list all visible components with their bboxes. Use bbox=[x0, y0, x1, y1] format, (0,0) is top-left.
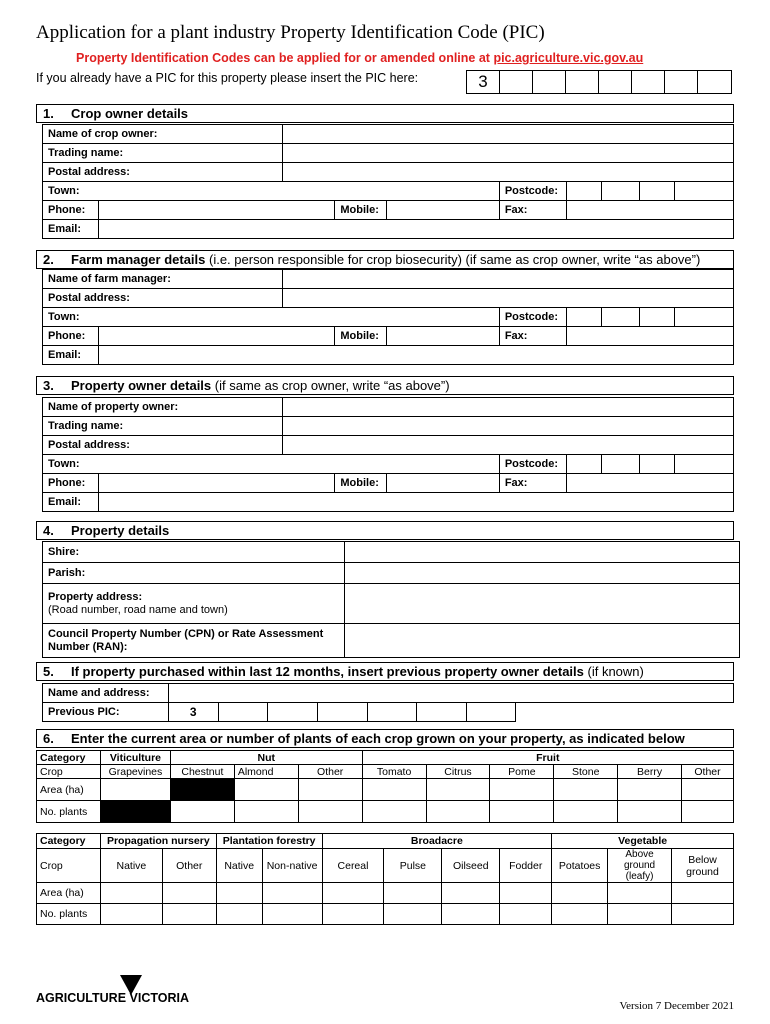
cpn-field[interactable] bbox=[344, 624, 739, 658]
plants-label: No. plants bbox=[37, 904, 101, 925]
name-address-field[interactable] bbox=[168, 684, 733, 703]
previous-pic-digit[interactable] bbox=[367, 703, 417, 722]
phone-field[interactable] bbox=[99, 474, 335, 493]
email-label: Email: bbox=[43, 220, 99, 239]
plants-cell[interactable] bbox=[234, 801, 298, 823]
plants-cell[interactable] bbox=[162, 904, 216, 925]
category-nut: Nut bbox=[170, 751, 362, 765]
phone-label: Phone: bbox=[43, 327, 99, 346]
area-cell[interactable] bbox=[100, 779, 170, 801]
name-address-label: Name and address: bbox=[43, 684, 169, 703]
plants-cell[interactable] bbox=[608, 904, 672, 925]
phone-label: Phone: bbox=[43, 201, 99, 220]
postcode-label: Postcode: bbox=[499, 182, 566, 201]
section-title: Property owner details bbox=[71, 378, 212, 393]
crop-chestnut: Chestnut bbox=[170, 765, 234, 779]
category-fruit: Fruit bbox=[362, 751, 733, 765]
area-cell[interactable] bbox=[672, 883, 734, 904]
crop-cereal: Cereal bbox=[322, 849, 384, 883]
crop-fodder: Fodder bbox=[500, 849, 552, 883]
above-ground-line: (leafy) bbox=[625, 871, 654, 882]
previous-pic-label: Previous PIC: bbox=[43, 703, 169, 722]
email-field[interactable] bbox=[99, 493, 734, 512]
fax-field[interactable] bbox=[566, 474, 733, 493]
crop-pulse: Pulse bbox=[384, 849, 442, 883]
section-number: 3. bbox=[43, 378, 54, 393]
phone-field[interactable] bbox=[99, 201, 335, 220]
plants-cell[interactable] bbox=[672, 904, 734, 925]
crop-almond: Almond bbox=[234, 765, 298, 779]
phone-label: Phone: bbox=[43, 474, 99, 493]
mobile-field[interactable] bbox=[387, 327, 500, 346]
svg-text:AGRICULTURE VICTORIA: AGRICULTURE VICTORIA bbox=[36, 991, 190, 1005]
crop-label: Crop bbox=[37, 765, 101, 779]
phone-field[interactable] bbox=[99, 327, 335, 346]
email-label: Email: bbox=[43, 346, 99, 365]
pic-digit-box[interactable] bbox=[665, 71, 698, 93]
area-cell[interactable] bbox=[426, 779, 490, 801]
parish-field[interactable] bbox=[344, 563, 739, 584]
town-label: Town: bbox=[43, 308, 500, 327]
area-cell[interactable] bbox=[162, 883, 216, 904]
farm-manager-name-field[interactable] bbox=[283, 270, 734, 289]
postal-address-field[interactable] bbox=[283, 436, 734, 455]
postal-address-label: Postal address: bbox=[43, 163, 283, 182]
property-owner-name-field[interactable] bbox=[283, 398, 734, 417]
crop-above-ground bbox=[608, 849, 672, 883]
mobile-field[interactable] bbox=[387, 201, 500, 220]
previous-pic-digit[interactable] bbox=[417, 703, 467, 722]
postcode-digit[interactable] bbox=[639, 308, 675, 327]
fax-label: Fax: bbox=[499, 474, 566, 493]
category-label: Category bbox=[37, 751, 101, 765]
section-number: 1. bbox=[43, 106, 54, 121]
section-title: Enter the current area or number of plants of each crop grown on your property, as indicated below bbox=[71, 731, 685, 746]
section-number: 2. bbox=[43, 252, 54, 267]
category-plantation-forestry: Plantation forestry bbox=[216, 834, 322, 849]
crop-owner-name-field[interactable] bbox=[283, 125, 734, 144]
email-label: Email: bbox=[43, 493, 99, 512]
fax-label: Fax: bbox=[499, 327, 566, 346]
blocked-cell bbox=[100, 801, 170, 823]
crop-forestry-native: Native bbox=[216, 849, 262, 883]
plants-cell[interactable] bbox=[552, 904, 608, 925]
blocked-cell bbox=[170, 779, 234, 801]
area-cell[interactable] bbox=[234, 779, 298, 801]
shire-label: Shire: bbox=[43, 542, 345, 563]
crop-grapevines: Grapevines bbox=[100, 765, 170, 779]
section-title: If property purchased within last 12 months, insert previous property owner details bbox=[71, 664, 584, 679]
area-cell[interactable] bbox=[490, 779, 554, 801]
crop-table-1 bbox=[36, 750, 734, 823]
section-note: (if same as crop owner, write “as above”) bbox=[211, 378, 450, 393]
plants-cell[interactable] bbox=[682, 801, 734, 823]
postcode-digit[interactable] bbox=[639, 182, 675, 201]
plants-cell[interactable] bbox=[500, 904, 552, 925]
plants-cell[interactable] bbox=[618, 801, 682, 823]
postcode-digit[interactable] bbox=[602, 182, 640, 201]
crop-nut-other: Other bbox=[298, 765, 362, 779]
area-cell[interactable] bbox=[100, 883, 162, 904]
above-ground-line: ground bbox=[623, 860, 656, 871]
crop-nursery-native: Native bbox=[100, 849, 162, 883]
category-vegetable: Vegetable bbox=[552, 834, 734, 849]
previous-pic-digit[interactable] bbox=[268, 703, 318, 722]
section-number: 4. bbox=[43, 523, 54, 538]
crop-berry: Berry bbox=[618, 765, 682, 779]
previous-pic-digit[interactable] bbox=[218, 703, 268, 722]
fax-field[interactable] bbox=[566, 201, 733, 220]
area-cell[interactable] bbox=[618, 779, 682, 801]
crop-forestry-non-native: Non-native bbox=[262, 849, 322, 883]
plants-cell[interactable] bbox=[298, 801, 362, 823]
crop-below-ground bbox=[672, 849, 734, 883]
area-cell[interactable] bbox=[552, 883, 608, 904]
category-propagation-nursery: Propagation nursery bbox=[100, 834, 216, 849]
spacer bbox=[516, 703, 734, 722]
below-ground-line: Below bbox=[688, 853, 717, 866]
area-cell[interactable] bbox=[298, 779, 362, 801]
crop-label: Crop bbox=[37, 849, 101, 883]
postcode-digit[interactable] bbox=[602, 455, 640, 474]
fax-label: Fax: bbox=[499, 201, 566, 220]
mobile-label: Mobile: bbox=[335, 474, 387, 493]
property-owner-name-label: Name of property owner: bbox=[43, 398, 283, 417]
pic-prefix: 3 bbox=[467, 71, 500, 93]
area-label: Area (ha) bbox=[37, 883, 101, 904]
section-3-header bbox=[36, 376, 734, 395]
section-2-header bbox=[36, 250, 734, 269]
section-5-header bbox=[36, 662, 734, 681]
trading-name-label: Trading name: bbox=[43, 417, 283, 436]
trading-name-field[interactable] bbox=[283, 417, 734, 436]
area-cell[interactable] bbox=[262, 883, 322, 904]
pic-digit-box[interactable] bbox=[566, 71, 599, 93]
pic-digit-box[interactable] bbox=[599, 71, 632, 93]
property-address-hint: (Road number, road name and town) bbox=[48, 603, 228, 616]
postcode-digit[interactable] bbox=[566, 308, 602, 327]
online-notice-text: Property Identification Codes can be applied for or amended online at bbox=[76, 51, 494, 65]
plants-cell[interactable] bbox=[442, 904, 500, 925]
area-cell[interactable] bbox=[554, 779, 618, 801]
postcode-digit[interactable] bbox=[675, 455, 734, 474]
section-6-header bbox=[36, 729, 734, 748]
property-address-label bbox=[43, 584, 345, 624]
plants-cell[interactable] bbox=[170, 801, 234, 823]
area-cell[interactable] bbox=[682, 779, 734, 801]
property-address-field[interactable] bbox=[344, 584, 739, 624]
postcode-digit[interactable] bbox=[639, 455, 675, 474]
section-title: Property details bbox=[71, 523, 170, 538]
plants-cell[interactable] bbox=[490, 801, 554, 823]
pic-digit-box[interactable] bbox=[500, 71, 533, 93]
area-cell[interactable] bbox=[500, 883, 552, 904]
crop-oilseed: Oilseed bbox=[442, 849, 500, 883]
plants-cell[interactable] bbox=[216, 904, 262, 925]
section-note: (i.e. person responsible for crop biosecurity) (if same as crop owner, write “as above”) bbox=[205, 252, 701, 267]
area-cell[interactable] bbox=[442, 883, 500, 904]
plants-cell[interactable] bbox=[100, 904, 162, 925]
area-cell[interactable] bbox=[608, 883, 672, 904]
section-number: 5. bbox=[43, 664, 54, 679]
section-4-header bbox=[36, 521, 734, 540]
plants-cell[interactable] bbox=[362, 801, 426, 823]
pic-digit-box[interactable] bbox=[698, 71, 731, 93]
category-broadacre: Broadacre bbox=[322, 834, 552, 849]
mobile-label: Mobile: bbox=[335, 201, 387, 220]
logo-icon bbox=[36, 975, 196, 1015]
pic-digit-box[interactable] bbox=[533, 71, 566, 93]
crop-citrus: Citrus bbox=[426, 765, 490, 779]
email-field[interactable] bbox=[99, 220, 734, 239]
crop-table-2 bbox=[36, 833, 734, 925]
crop-owner-table bbox=[42, 124, 734, 239]
category-viticulture: Viticulture bbox=[100, 751, 170, 765]
crop-potatoes: Potatoes bbox=[552, 849, 608, 883]
pic-website-link[interactable]: pic.agriculture.vic.gov.au bbox=[493, 51, 644, 65]
postcode-digit[interactable] bbox=[602, 308, 640, 327]
previous-pic-prefix: 3 bbox=[168, 703, 218, 722]
postal-address-field[interactable] bbox=[283, 163, 734, 182]
area-cell[interactable] bbox=[362, 779, 426, 801]
pic-input-boxes[interactable] bbox=[466, 70, 732, 94]
plants-cell[interactable] bbox=[262, 904, 322, 925]
postal-address-field[interactable] bbox=[283, 289, 734, 308]
cpn-label-line2: Number (RAN): bbox=[48, 640, 128, 653]
mobile-field[interactable] bbox=[387, 474, 500, 493]
postcode-label: Postcode: bbox=[499, 308, 566, 327]
previous-pic-digit[interactable] bbox=[466, 703, 516, 722]
postcode-digit[interactable] bbox=[566, 182, 602, 201]
area-cell[interactable] bbox=[384, 883, 442, 904]
below-ground-line: ground bbox=[686, 865, 719, 878]
section-1-header bbox=[36, 104, 734, 123]
trading-name-label: Trading name: bbox=[43, 144, 283, 163]
previous-pic-digit[interactable] bbox=[318, 703, 368, 722]
online-notice bbox=[76, 51, 643, 65]
postcode-digit[interactable] bbox=[566, 455, 602, 474]
postcode-digit[interactable] bbox=[675, 308, 734, 327]
version-text: Version 7 December 2021 bbox=[619, 1000, 734, 1012]
agriculture-victoria-logo bbox=[36, 975, 196, 1015]
section-number: 6. bbox=[43, 731, 54, 746]
crop-pome: Pome bbox=[490, 765, 554, 779]
trading-name-field[interactable] bbox=[283, 144, 734, 163]
plants-cell[interactable] bbox=[322, 904, 384, 925]
cpn-label-line1: Council Property Number (CPN) or Rate Assessment bbox=[48, 627, 324, 640]
property-address-title: Property address: bbox=[48, 590, 143, 603]
cpn-label bbox=[43, 624, 345, 658]
plants-label: No. plants bbox=[37, 801, 101, 823]
postcode-digit[interactable] bbox=[675, 182, 734, 201]
postcode-label: Postcode: bbox=[499, 455, 566, 474]
mobile-label: Mobile: bbox=[335, 327, 387, 346]
area-cell[interactable] bbox=[216, 883, 262, 904]
section-title: Farm manager details bbox=[71, 252, 206, 267]
crop-owner-name-label: Name of crop owner: bbox=[43, 125, 283, 144]
property-owner-table bbox=[42, 397, 734, 512]
plants-cell[interactable] bbox=[426, 801, 490, 823]
postal-address-label: Postal address: bbox=[43, 436, 283, 455]
property-details-table bbox=[42, 541, 740, 658]
farm-manager-table bbox=[42, 269, 734, 365]
pic-question: If you already have a PIC for this property please insert the PIC here: bbox=[36, 71, 419, 85]
shire-field[interactable] bbox=[344, 542, 739, 563]
pic-digit-box[interactable] bbox=[632, 71, 665, 93]
category-label: Category bbox=[37, 834, 101, 849]
section-title: Crop owner details bbox=[71, 106, 189, 121]
area-label: Area (ha) bbox=[37, 779, 101, 801]
section-note: (if known) bbox=[583, 664, 644, 679]
parish-label: Parish: bbox=[43, 563, 345, 584]
above-ground-line: Above bbox=[625, 849, 654, 860]
crop-nursery-other: Other bbox=[162, 849, 216, 883]
page-title: Application for a plant industry Property Identification Code (PIC) bbox=[36, 22, 545, 43]
town-label: Town: bbox=[43, 455, 500, 474]
crop-stone: Stone bbox=[554, 765, 618, 779]
area-cell[interactable] bbox=[322, 883, 384, 904]
postal-address-label: Postal address: bbox=[43, 289, 283, 308]
crop-fruit-other: Other bbox=[682, 765, 734, 779]
fax-field[interactable] bbox=[566, 327, 733, 346]
plants-cell[interactable] bbox=[384, 904, 442, 925]
town-label: Town: bbox=[43, 182, 500, 201]
farm-manager-name-label: Name of farm manager: bbox=[43, 270, 283, 289]
previous-owner-table bbox=[42, 683, 734, 722]
plants-cell[interactable] bbox=[554, 801, 618, 823]
crop-tomato: Tomato bbox=[362, 765, 426, 779]
email-field[interactable] bbox=[99, 346, 734, 365]
